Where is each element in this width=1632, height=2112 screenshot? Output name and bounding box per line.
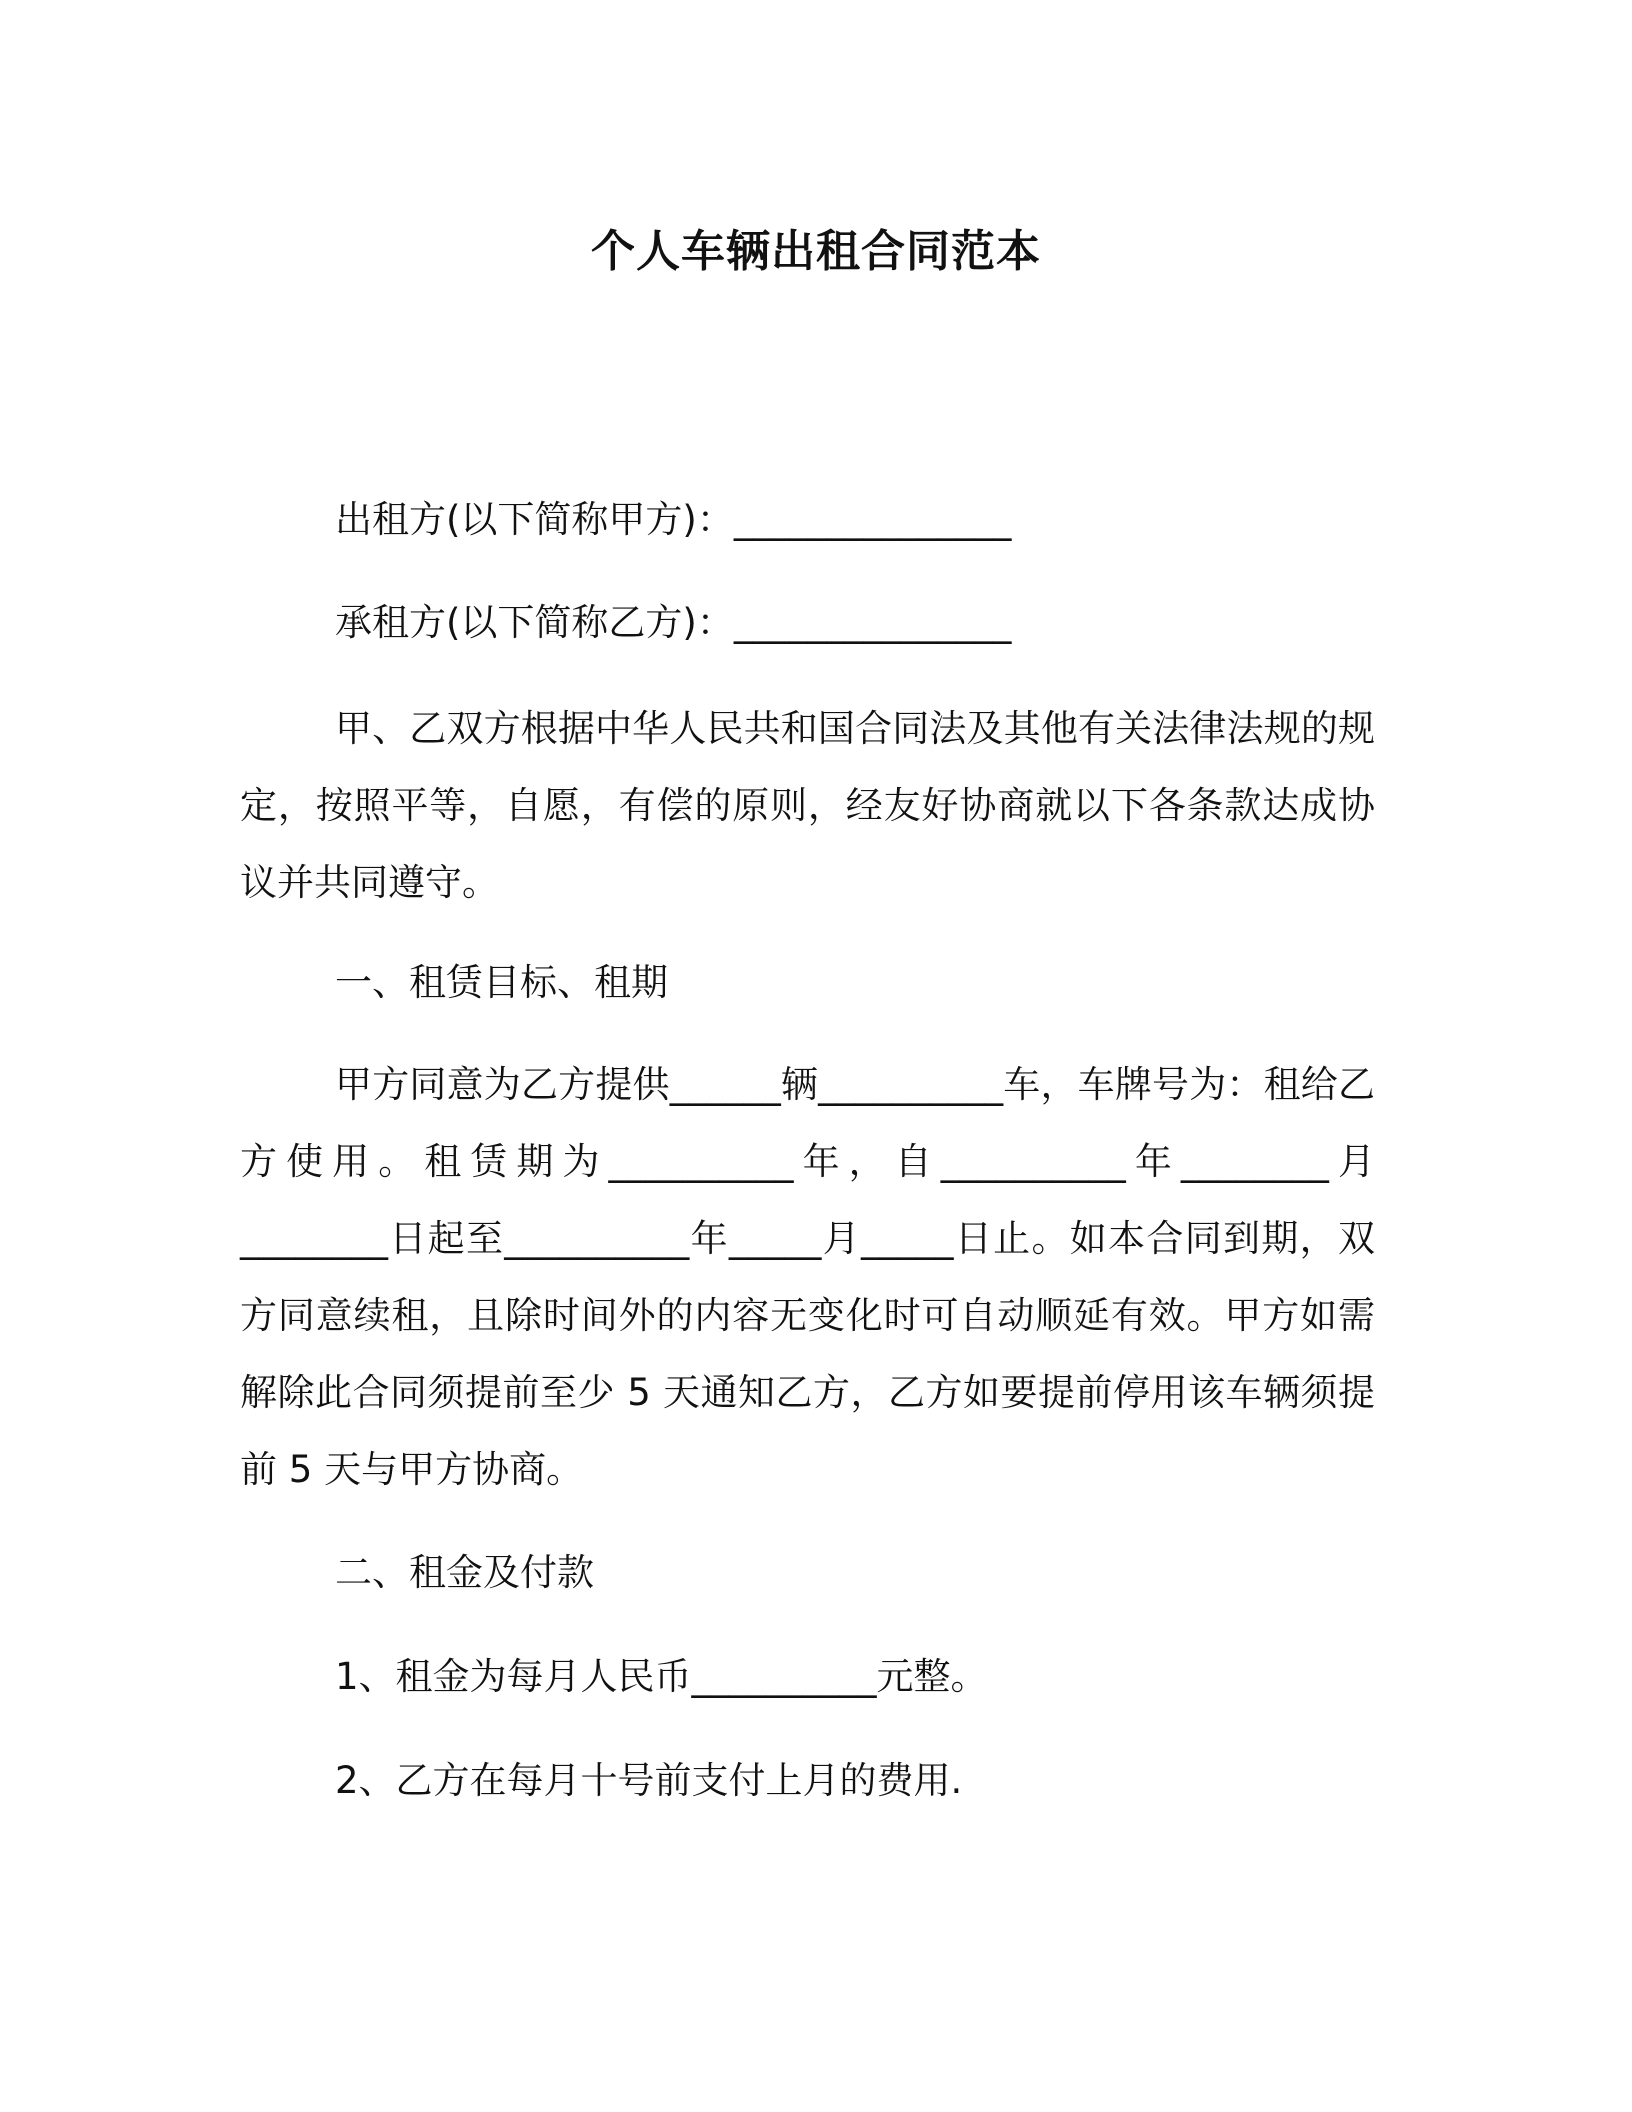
clause-2-1: 1、租金为每月人民币__________元整。 [335, 1655, 988, 1698]
lessor-line: 出租方(以下简称甲方)：_______________ [335, 498, 1012, 541]
clause-2-2: 2、乙方在每月十号前支付上月的费用. [335, 1759, 963, 1802]
preamble-paragraph: 甲、乙双方根据中华人民共和国合同法及其他有关法律法规的规定，按照平等，自愿，有偿的原则，经友好协商就以下各条款达成协议并共同遵守。 [240, 707, 1375, 904]
section-1-body: 甲方同意为乙方提供______辆__________车，车牌号为：租给乙方使用。租赁期为__________年，自__________年________月________日起至__________年_____月_____日止。如本合同到期，双方同意续租，且除时间外的内容无变化时可自动顺延有效。甲方如需解除此合同须提前至少 5 天通知乙方，乙方如要提前停用该车辆须提前 5 天与甲方协商。 [240, 1063, 1375, 1491]
section-1-heading: 一、租赁目标、租期 [335, 961, 668, 1004]
document-title: 个人车辆出租合同范本 [591, 226, 1041, 277]
lessee-line: 承租方(以下简称乙方)：_______________ [335, 601, 1012, 644]
section-2-heading: 二、租金及付款 [335, 1551, 594, 1594]
